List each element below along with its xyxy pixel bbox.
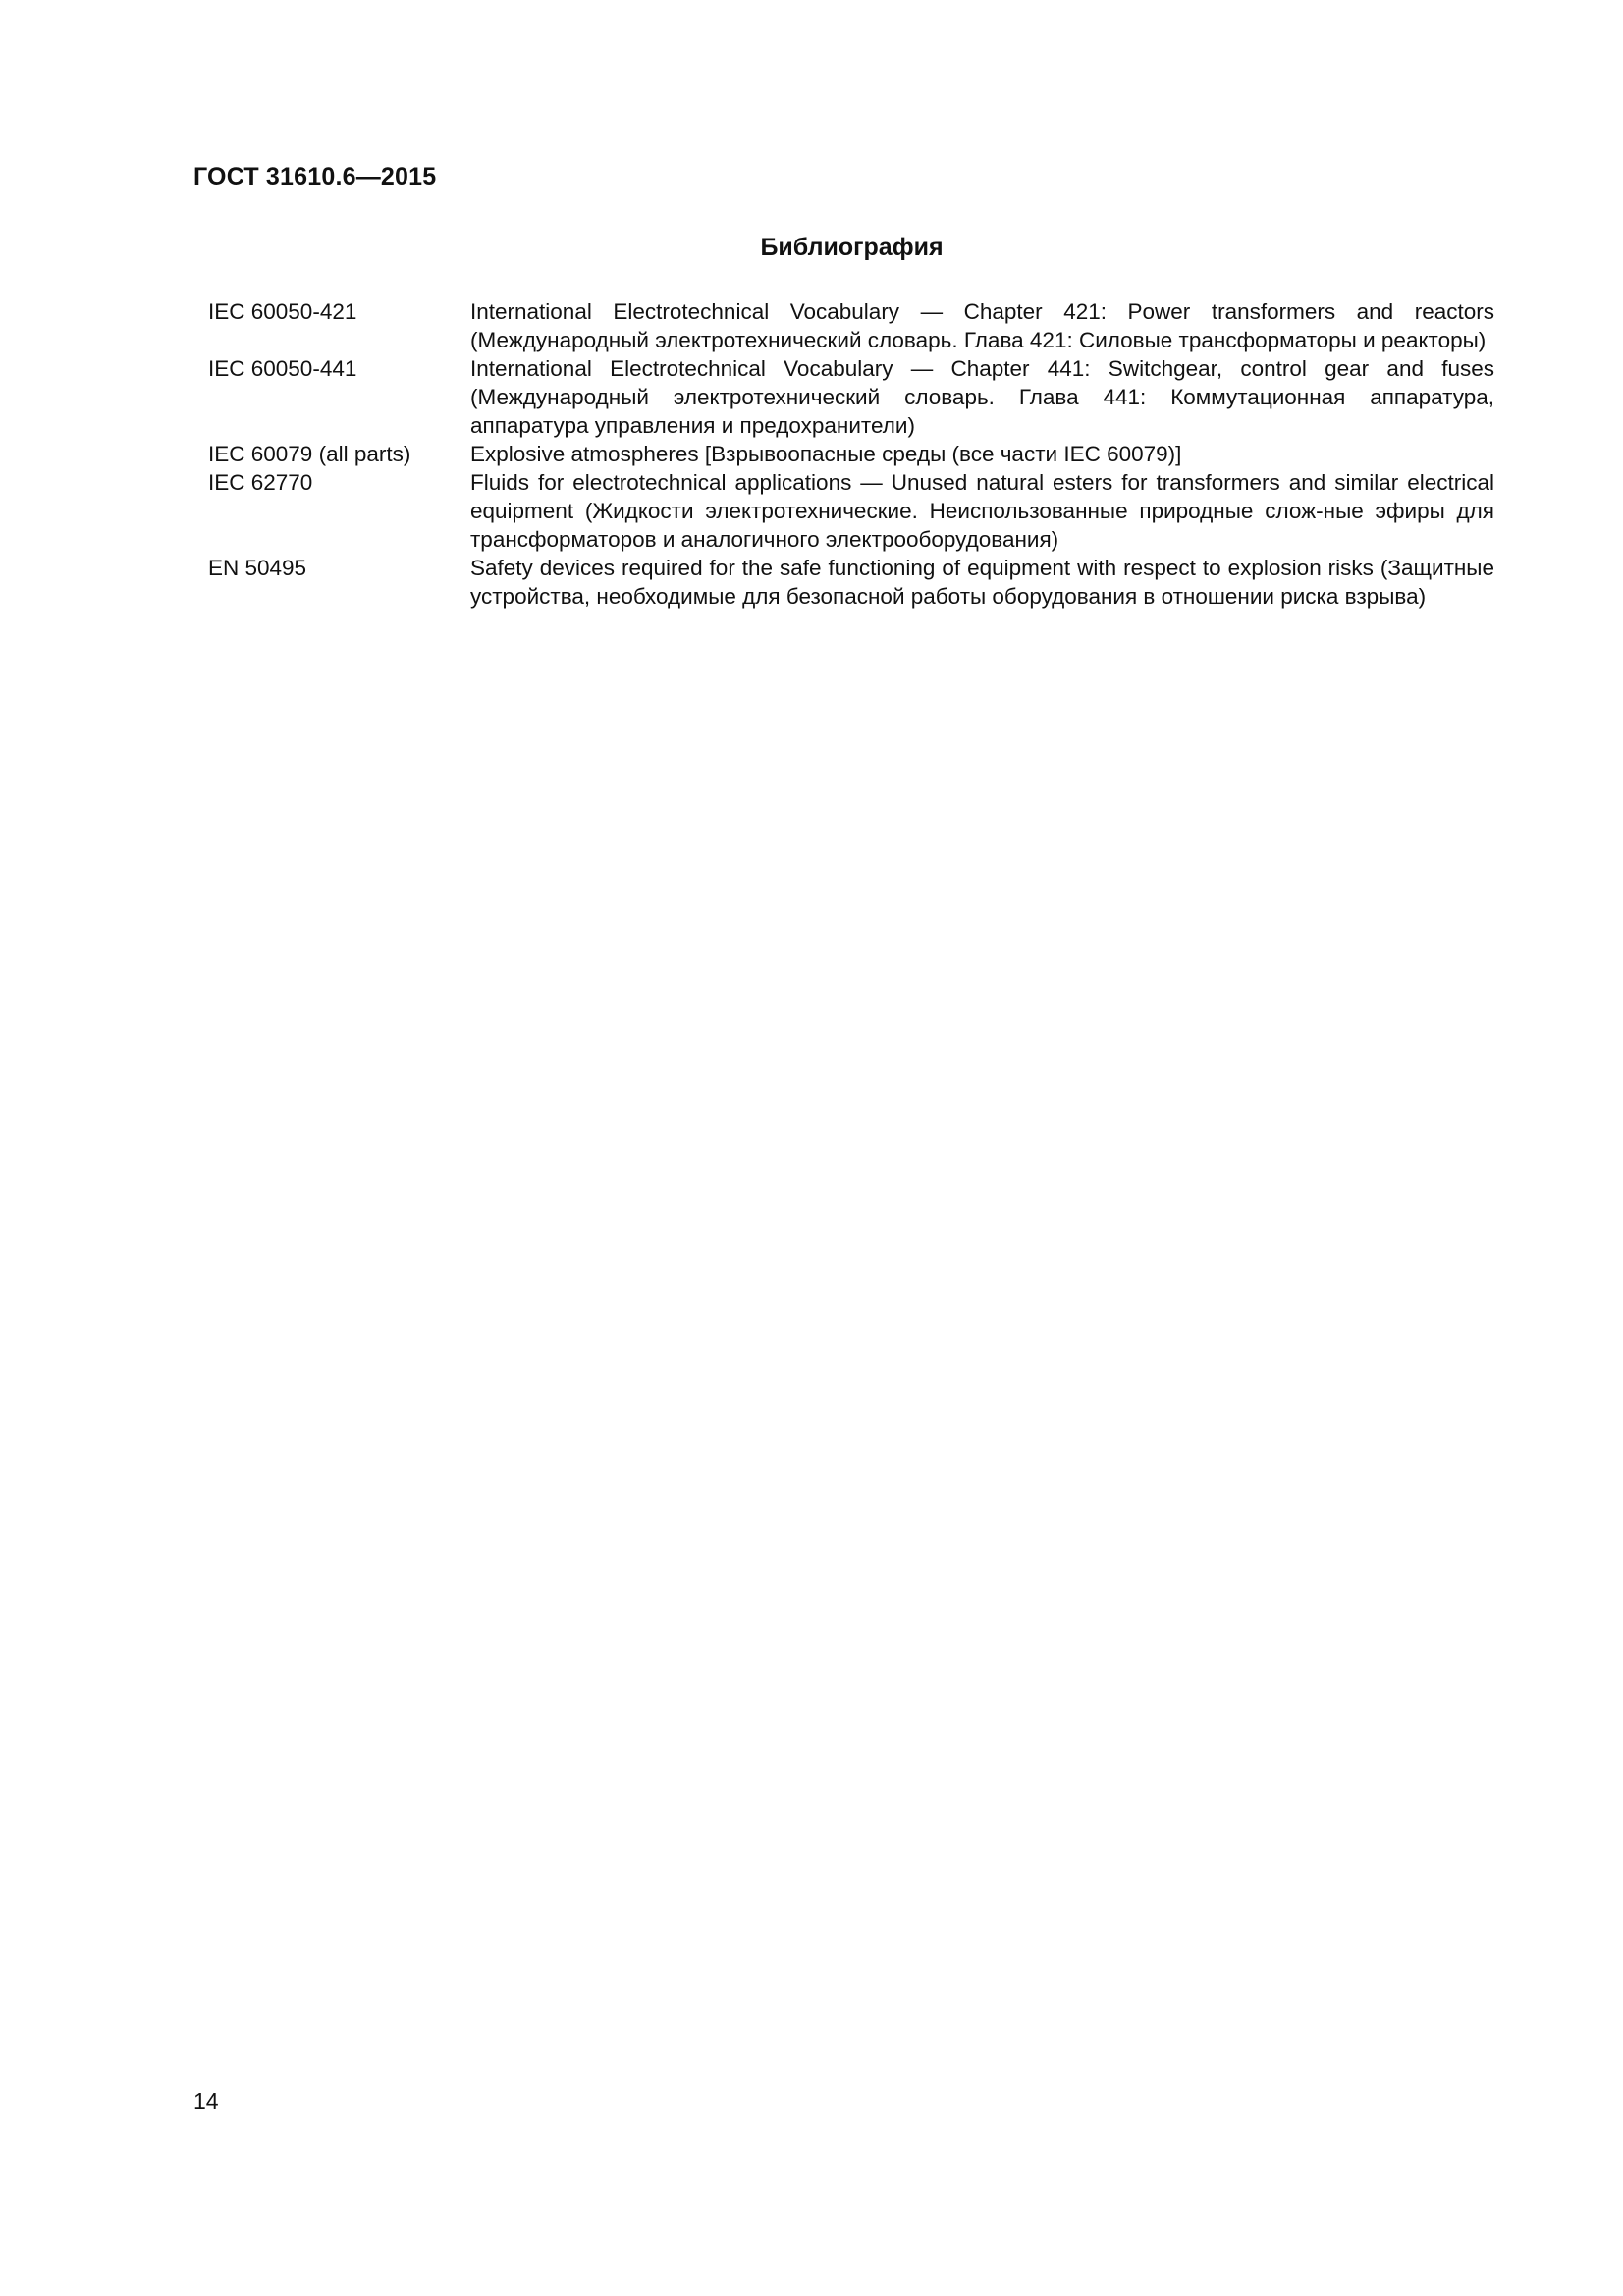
bibliography-description: Fluids for electrotechnical applications — Unused natural esters for transformers and similar electrical equipment (Жидкости электротехнические. Неиспользованные природные слож-ные эфиры для трансформаторов и аналогичного электрооборудования) (470, 470, 1494, 552)
bibliography-ref: IEC 62770 (208, 470, 313, 495)
bibliography-entry (208, 468, 1494, 554)
bibliography-ref: IEC 60050-441 (208, 356, 357, 381)
bibliography-entry (208, 297, 1494, 354)
page-number: 14 (193, 2088, 219, 2113)
bibliography-description: Safety devices required for the safe functioning of equipment with respect to explosion risks (Защитные устройства, необходимые для безопасной работы оборудования в отношении риска взрыва) (470, 556, 1494, 609)
bibliography-description: International Electrotechnical Vocabulary — Chapter 421: Power transformers and reactors (Международный электротехнический словарь. Глава 421: Силовые трансформаторы и реакторы) (470, 299, 1494, 352)
bibliography-ref: IEC 60079 (all parts) (208, 442, 411, 466)
bibliography-entry (208, 554, 1494, 611)
bibliography-list (208, 297, 1494, 611)
bibliography-ref: EN 50495 (208, 556, 307, 580)
section-title: Библиография (760, 234, 944, 261)
bibliography-description: Explosive atmospheres [Взрывоопасные среды (все части IEC 60079)] (470, 442, 1182, 466)
document-code: ГОСТ 31610.6—2015 (193, 163, 437, 190)
bibliography-description: International Electrotechnical Vocabulary — Chapter 441: Switchgear, control gear and fuses (Международный электротехнический словарь. Глава 441: Коммутационная аппаратура, аппаратура управления и предохранители) (470, 356, 1494, 438)
bibliography-ref: IEC 60050-421 (208, 299, 357, 324)
bibliography-entry (208, 440, 1494, 468)
bibliography-entry (208, 354, 1494, 440)
